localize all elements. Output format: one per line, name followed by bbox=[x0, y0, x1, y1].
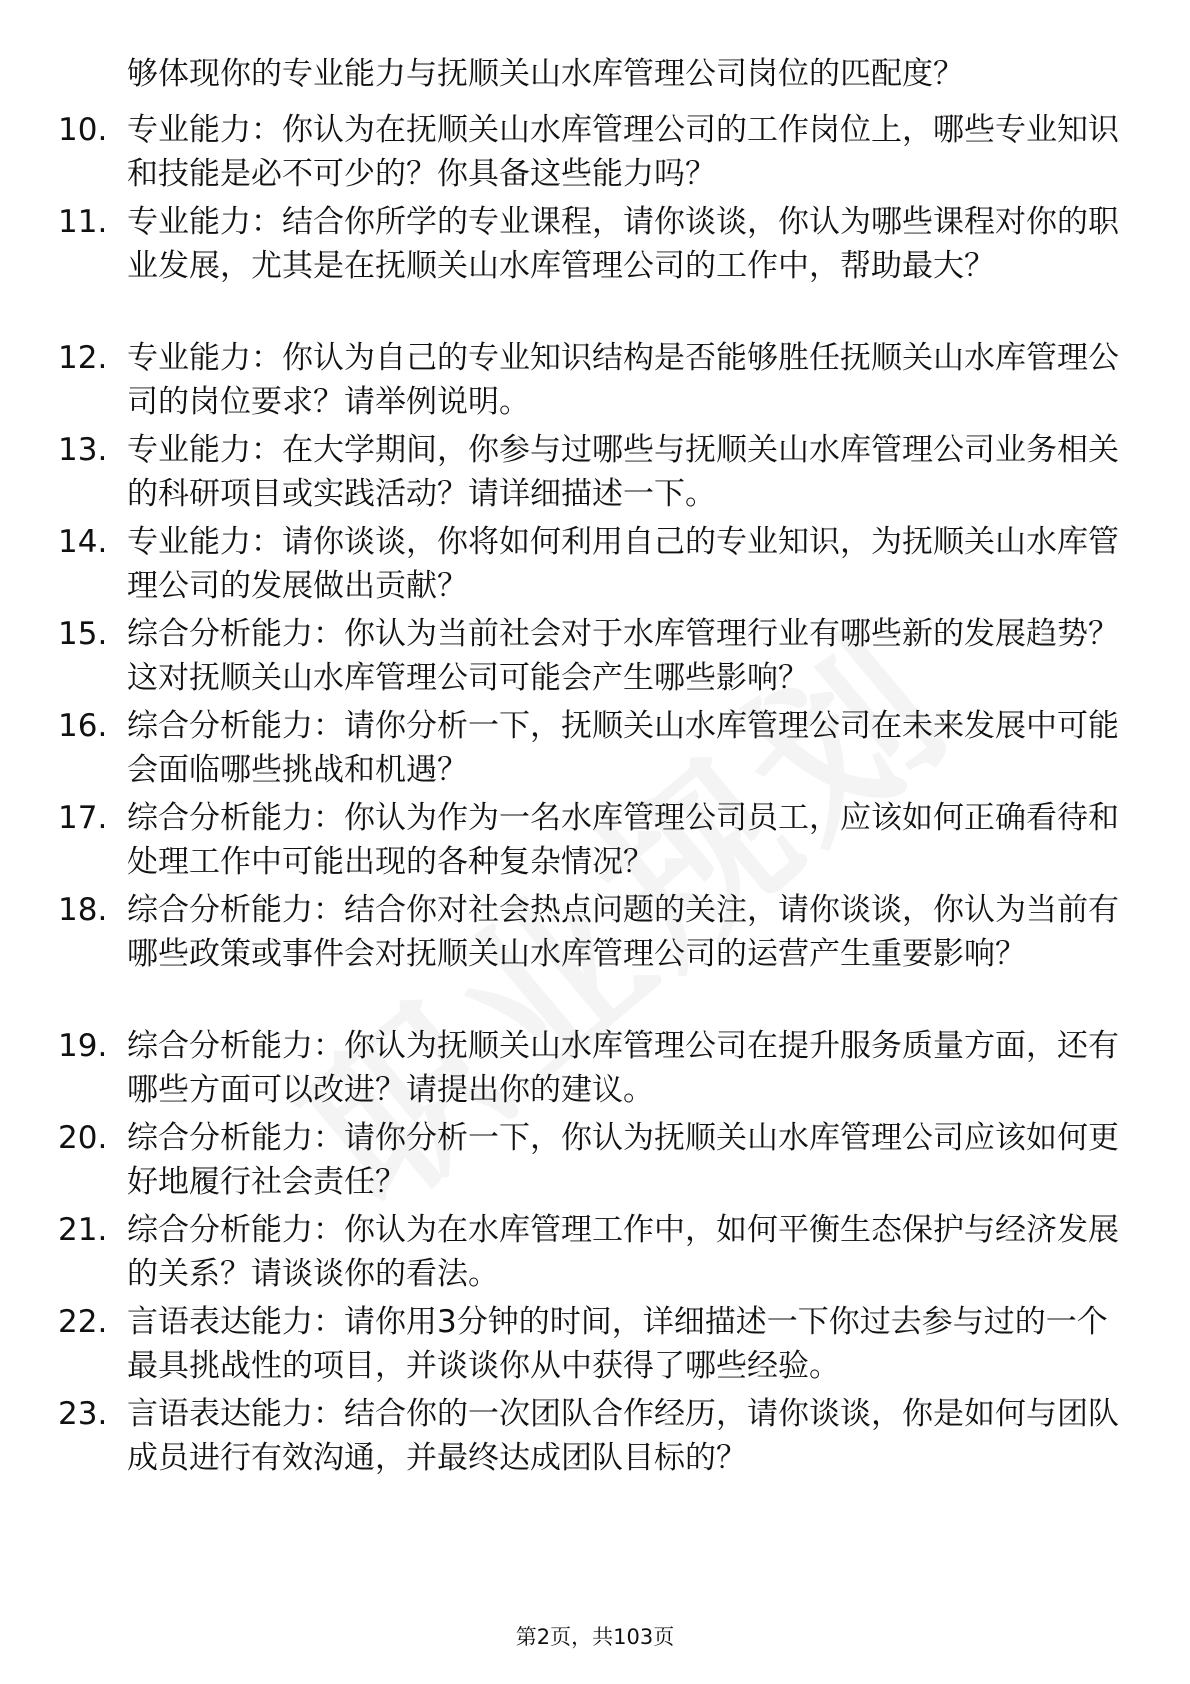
question-number: 13. bbox=[58, 432, 108, 468]
question-text: 综合分析能力：请你分析一下，你认为抚顺关山水库管理公司应该如何更好地履行社会责任？ bbox=[127, 1120, 1119, 1200]
question-number: 15. bbox=[58, 616, 108, 652]
question-text: 综合分析能力：你认为当前社会对于水库管理行业有哪些新的发展趋势？这对抚顺关山水库管理公司可能会产生哪些影响？ bbox=[127, 616, 1119, 696]
continuation-text: 够体现你的专业能力与抚顺关山水库管理公司岗位的匹配度？ bbox=[127, 56, 964, 92]
question-text: 专业能力：你认为自己的专业知识结构是否能够胜任抚顺关山水库管理公司的岗位要求？请举例说明。 bbox=[127, 340, 1119, 420]
question-text: 言语表达能力：结合你的一次团队合作经历，请你谈谈，你是如何与团队成员进行有效沟通，并最终达成团队目标的？ bbox=[127, 1396, 1119, 1476]
question-text: 专业能力：请你谈谈，你将如何利用自己的专业知识，为抚顺关山水库管理公司的发展做出贡献？ bbox=[127, 524, 1119, 604]
question-number: 19. bbox=[58, 1028, 108, 1064]
question-number: 11. bbox=[58, 204, 108, 240]
page-footer: 第2页，共103页 bbox=[515, 1625, 675, 1649]
question-text: 专业能力：结合你所学的专业课程，请你谈谈，你认为哪些课程对你的职业发展，尤其是在抚顺关山水库管理公司的工作中，帮助最大？ bbox=[127, 204, 1119, 284]
question-number: 12. bbox=[58, 340, 108, 376]
question-text: 专业能力：你认为在抚顺关山水库管理公司的工作岗位上，哪些专业知识和技能是必不可少的？你具备这些能力吗？ bbox=[127, 112, 1119, 192]
question-text: 综合分析能力：你认为在水库管理工作中，如何平衡生态保护与经济发展的关系？请谈谈你的看法。 bbox=[127, 1212, 1119, 1292]
question-number: 20. bbox=[58, 1120, 108, 1156]
question-text: 综合分析能力：请你分析一下，抚顺关山水库管理公司在未来发展中可能会面临哪些挑战和机遇？ bbox=[127, 708, 1119, 788]
question-number: 21. bbox=[58, 1212, 108, 1248]
question-text: 言语表达能力：请你用3分钟的时间，详细描述一下你过去参与过的一个最具挑战性的项目，并谈谈你从中获得了哪些经验。 bbox=[127, 1304, 1108, 1384]
question-text: 专业能力：在大学期间，你参与过哪些与抚顺关山水库管理公司业务相关的科研项目或实践活动？请详细描述一下。 bbox=[127, 432, 1119, 512]
question-number: 10. bbox=[58, 112, 108, 148]
question-number: 16. bbox=[58, 708, 108, 744]
question-number: 22. bbox=[58, 1304, 108, 1340]
question-number: 23. bbox=[58, 1396, 108, 1432]
question-number: 14. bbox=[58, 524, 108, 560]
question-number: 18. bbox=[58, 892, 108, 928]
question-text: 综合分析能力：你认为作为一名水库管理公司员工，应该如何正确看待和处理工作中可能出现的各种复杂情况？ bbox=[127, 800, 1119, 880]
question-number: 17. bbox=[58, 800, 108, 836]
question-text: 综合分析能力：结合你对社会热点问题的关注，请你谈谈，你认为当前有哪些政策或事件会对抚顺关山水库管理公司的运营产生重要影响？ bbox=[127, 892, 1119, 972]
question-text: 综合分析能力：你认为抚顺关山水库管理公司在提升服务质量方面，还有哪些方面可以改进？请提出你的建议。 bbox=[127, 1028, 1119, 1108]
